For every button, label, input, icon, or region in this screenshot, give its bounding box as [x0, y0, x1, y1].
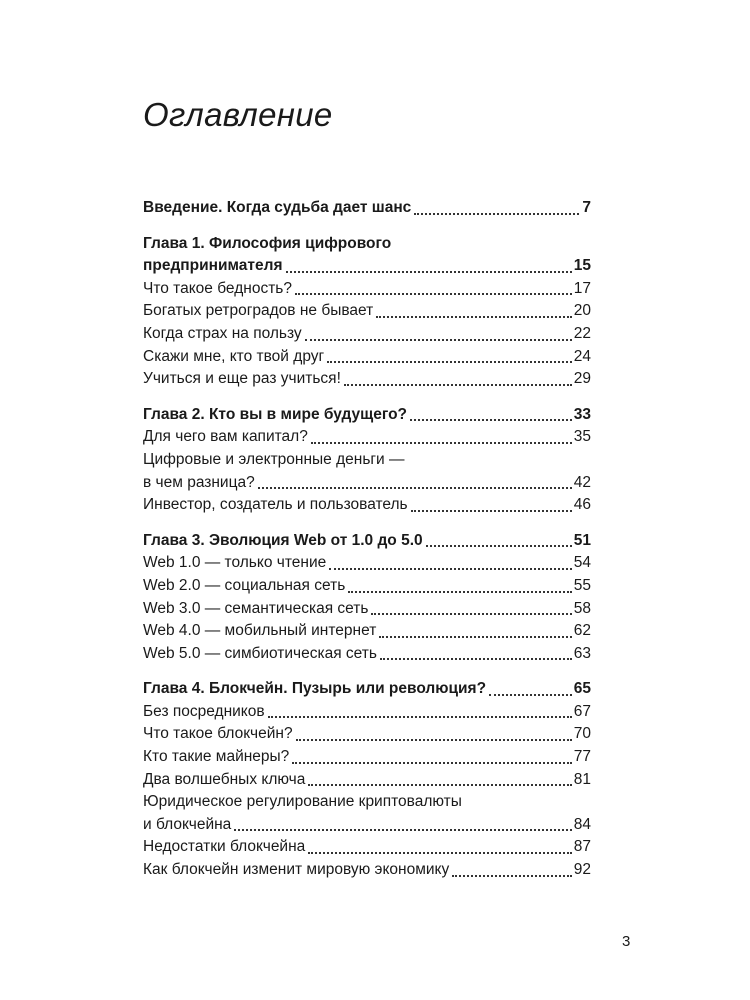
dot-leader [380, 658, 572, 660]
toc-entry-page: 35 [573, 428, 591, 446]
toc-entry-title: Что такое бедность? [143, 279, 292, 297]
toc-section [143, 197, 591, 220]
page-number: 3 [622, 933, 631, 950]
toc-section [143, 233, 591, 391]
dot-leader [268, 716, 572, 718]
dot-leader [414, 213, 579, 215]
toc-entry [143, 746, 591, 769]
toc-chapter-entry [143, 197, 591, 220]
toc-entry [143, 278, 591, 301]
toc-entry [143, 472, 591, 495]
toc-entry-title: Кто такие майнеры? [143, 748, 290, 766]
dot-leader [371, 613, 571, 615]
dot-leader [234, 829, 571, 831]
toc-section [143, 678, 591, 881]
toc-entry-page: 62 [573, 622, 591, 640]
toc-entry-title: Когда страх на пользу [143, 324, 302, 342]
toc-entry-page: 70 [573, 725, 591, 743]
toc-entry-page: 77 [573, 748, 591, 766]
table-of-contents [143, 197, 591, 895]
dot-leader [452, 875, 572, 877]
toc-entry-page: 65 [573, 680, 591, 698]
dot-leader [426, 545, 572, 547]
toc-entry-page: 63 [573, 644, 591, 662]
toc-section [143, 404, 591, 517]
toc-entry-title: Глава 4. Блокчейн. Пузырь или революция? [143, 680, 487, 698]
toc-entry-title: Учиться и еще раз учиться! [143, 370, 341, 388]
toc-entry-title: Web 5.0 — симбиотическая сеть [143, 644, 377, 662]
toc-entry-title: Недостатки блокчейна [143, 838, 306, 856]
page-title: Оглавление [143, 96, 333, 133]
toc-entry [143, 323, 591, 346]
chapter-title-line: Глава 1. Философия цифрового [143, 234, 392, 252]
toc-entry-title: Два волшебных ключа [143, 770, 306, 788]
toc-entry-title: Глава 3. Эволюция Web от 1.0 до 5.0 [143, 531, 423, 549]
toc-entry-page: 87 [573, 838, 591, 856]
dot-leader [296, 739, 572, 741]
toc-chapter-entry [143, 678, 591, 701]
toc-entry-title: Web 4.0 — мобильный интернет [143, 622, 377, 640]
toc-entry [143, 300, 591, 323]
toc-entry-page: 20 [573, 302, 591, 320]
dot-leader [308, 784, 571, 786]
toc-entry-page: 92 [573, 861, 591, 879]
toc-entry [143, 426, 591, 449]
toc-section [143, 530, 591, 666]
dot-leader [327, 361, 572, 363]
toc-entry-title: Web 1.0 — только чтение [143, 554, 327, 572]
toc-entry-page: 42 [573, 473, 591, 491]
toc-entry [143, 552, 591, 575]
toc-entry-title: Что такое блокчейн? [143, 725, 293, 743]
dot-leader [292, 762, 571, 764]
toc-entry-page: 54 [573, 554, 591, 572]
dot-leader [329, 568, 572, 570]
toc-entry [143, 769, 591, 792]
toc-entry-title: Богатых ретроградов не бывает [143, 302, 374, 320]
toc-entry-line: Юридическое регулирование криптовалюты [143, 793, 462, 811]
toc-entry-title: в чем разница? [143, 473, 255, 491]
toc-entry [143, 723, 591, 746]
toc-entry [143, 859, 591, 882]
toc-entry-page: 7 [582, 199, 591, 216]
toc-entry-page: 22 [573, 324, 591, 342]
toc-entry [143, 836, 591, 859]
dot-leader [305, 339, 572, 341]
toc-chapter-entry [143, 255, 591, 278]
toc-entry-page: 51 [573, 531, 591, 549]
toc-entry-title: Web 3.0 — семантическая сеть [143, 599, 369, 617]
toc-entry-page: 24 [573, 347, 591, 365]
dot-leader [348, 591, 571, 593]
toc-entry-page: 15 [573, 257, 591, 275]
toc-entry-title: Как блокчейн изменит мировую экономику [143, 861, 450, 879]
dot-leader [411, 510, 572, 512]
dot-leader [258, 487, 572, 489]
toc-entry-title: Для чего вам капитал? [143, 428, 308, 446]
toc-entry [143, 494, 591, 517]
toc-entry-title: Скажи мне, кто твой друг [143, 347, 325, 365]
toc-chapter-entry [143, 530, 591, 553]
dot-leader [311, 442, 572, 444]
toc-entry [143, 620, 591, 643]
toc-entry-page: 58 [573, 599, 591, 617]
toc-entry-title: предпринимателя [143, 257, 283, 275]
dot-leader [376, 316, 572, 318]
toc-chapter-entry [143, 404, 591, 427]
dot-leader [308, 852, 571, 854]
dot-leader [379, 636, 571, 638]
toc-entry-page: 17 [573, 279, 591, 297]
toc-entry [143, 814, 591, 837]
toc-entry-title: и блокчейна [143, 815, 232, 833]
toc-entry-title: Web 2.0 — социальная сеть [143, 576, 346, 594]
dot-leader [489, 694, 572, 696]
toc-entry-line: Цифровые и электронные деньги — [143, 450, 405, 468]
toc-entry-page: 33 [573, 405, 591, 423]
toc-entry-title: Введение. Когда судьба дает шанс [143, 199, 412, 216]
dot-leader [286, 271, 572, 273]
toc-entry-page: 29 [573, 370, 591, 388]
dot-leader [410, 419, 572, 421]
toc-entry-title: Без посредников [143, 702, 265, 720]
toc-entry [143, 598, 591, 621]
toc-entry [143, 368, 591, 391]
toc-entry-page: 84 [573, 815, 591, 833]
toc-entry-page: 81 [573, 770, 591, 788]
dot-leader [344, 384, 572, 386]
toc-entry [143, 701, 591, 724]
toc-entry [143, 575, 591, 598]
toc-entry-page: 55 [573, 576, 591, 594]
toc-entry-title: Глава 2. Кто вы в мире будущего? [143, 405, 408, 423]
toc-entry [143, 346, 591, 369]
toc-entry [143, 643, 591, 666]
toc-entry-page: 46 [573, 496, 591, 514]
dot-leader [295, 293, 572, 295]
toc-entry-page: 67 [573, 702, 591, 720]
toc-entry-title: Инвестор, создатель и пользователь [143, 496, 408, 514]
